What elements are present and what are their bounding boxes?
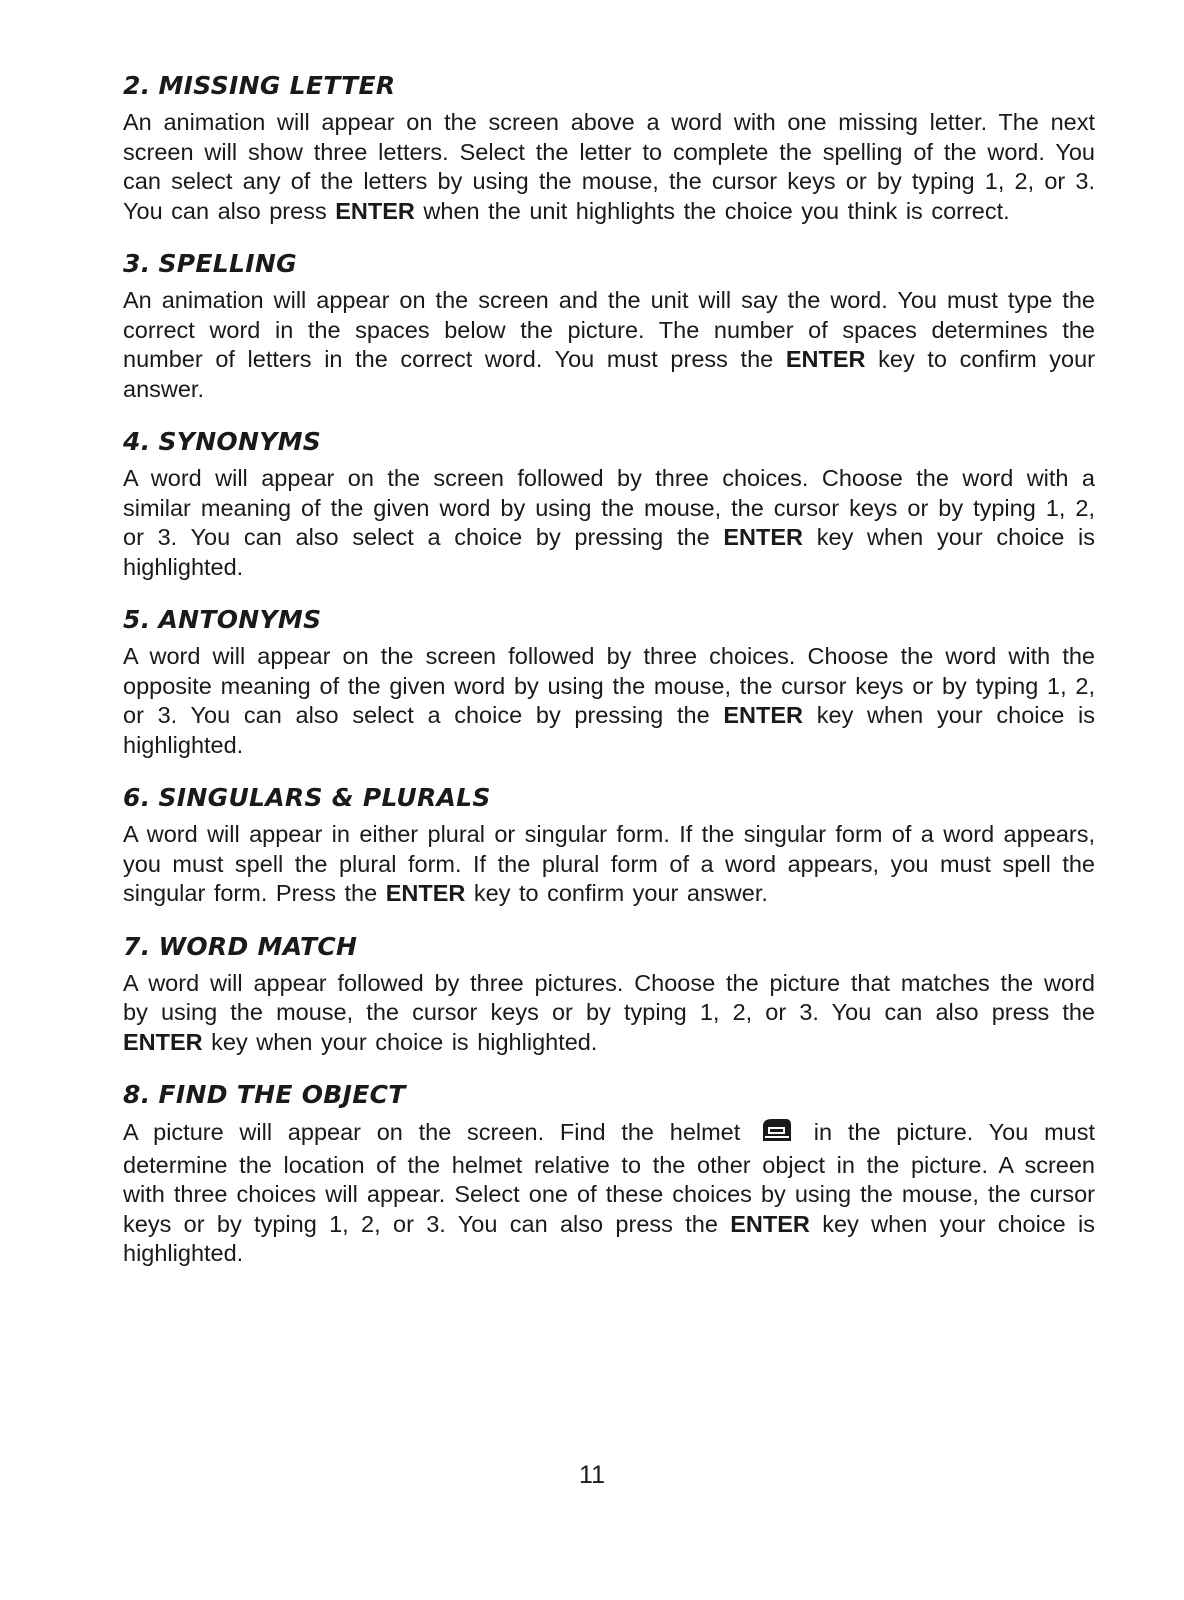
section-number: 7.	[123, 931, 151, 961]
enter-key-label: ENTER	[385, 880, 466, 906]
body-text: An animation will appear on the screen above a word with one missing letter. The next screen will show three letters. Select the letter to complete the spelling of the word. You can select any of the letters by using the mouse, the cursor keys or by typing 1, 2, or 3. You can also press	[123, 109, 1095, 224]
section-number: 6.	[123, 783, 151, 812]
body-text: in the picture. You must determine the location of the helmet relative to the other object in the picture. A screen with three choices will appear. Select one of these choices by using the mouse, the cursor keys or by typing 1, 2, or 3. You can also press the	[123, 1119, 1095, 1237]
section-antonyms	[123, 604, 1095, 760]
section-body	[123, 286, 1095, 404]
section-heading	[123, 426, 1095, 458]
section-missing-letter	[123, 70, 1095, 226]
section-heading	[123, 931, 1095, 963]
section-heading	[123, 782, 1095, 814]
section-word-match	[123, 931, 1095, 1058]
body-text: A word will appear followed by three pictures. Choose the picture that matches the word by using the mouse, the cursor keys or by typing 1, 2, or 3. You can also press the	[123, 969, 1095, 1025]
body-text: A word will appear on the screen followed by three choices. Choose the word with the opposite meaning of the given word by using the mouse, the cursor keys or by typing 1, 2, or 3. You can also select a choice by pressing the	[123, 643, 1095, 728]
section-body	[123, 969, 1095, 1058]
section-title: SYNONYMS	[158, 427, 322, 456]
section-body	[123, 108, 1095, 226]
section-singulars-plurals	[123, 782, 1095, 909]
section-number: 3.	[123, 249, 151, 278]
section-number: 2.	[123, 71, 151, 100]
section-heading	[123, 604, 1095, 636]
section-number: 8.	[123, 1080, 151, 1109]
page-number: 11	[579, 1461, 605, 1489]
body-text: key when your choice is highlighted.	[123, 524, 1096, 580]
body-text: key when your choice is highlighted.	[123, 1210, 1095, 1266]
section-heading	[123, 1079, 1095, 1111]
body-text: key to confirm your answer.	[465, 880, 768, 906]
section-body	[123, 1117, 1095, 1269]
section-title: MISSING LETTER	[158, 71, 396, 100]
section-synonyms	[123, 426, 1095, 582]
body-text: when the unit highlights the choice you think is correct.	[414, 197, 1010, 224]
enter-key-label: ENTER	[123, 1028, 203, 1055]
body-text: key when your choice is highlighted.	[202, 1028, 598, 1055]
body-text: An animation will appear on the screen and the unit will say the word. You must type the correct word in the spaces below the picture. The number of spaces determines the number of letters in the correct word. You must press the	[123, 287, 1095, 372]
enter-key-label: ENTER	[723, 524, 804, 550]
body-text: A word will appear on the screen followed by three choices. Choose the word with a similar meaning of the given word by using the mouse, the cursor keys or by typing 1, 2, or 3. You can also select a choice by pressing the	[123, 465, 1095, 550]
section-body	[123, 642, 1095, 760]
section-spelling	[123, 248, 1095, 404]
section-title: SPELLING	[158, 249, 297, 278]
section-body	[123, 820, 1095, 909]
body-text: key to confirm your answer.	[123, 346, 1096, 402]
enter-key-label: ENTER	[335, 197, 415, 224]
section-heading	[123, 248, 1095, 280]
section-number: 5.	[123, 605, 151, 634]
section-title: WORD MATCH	[158, 931, 358, 961]
section-number: 4.	[123, 427, 151, 456]
enter-key-label: ENTER	[785, 346, 866, 372]
enter-key-label: ENTER	[730, 1210, 810, 1237]
section-title: ANTONYMS	[158, 605, 322, 634]
body-text: A picture will appear on the screen. Find the helmet	[123, 1119, 757, 1145]
section-find-the-object	[123, 1079, 1095, 1269]
body-text: key when your choice is highlighted.	[123, 702, 1096, 758]
manual-page	[123, 70, 1095, 1291]
section-body	[123, 464, 1095, 582]
enter-key-label: ENTER	[723, 702, 804, 728]
helmet-icon	[760, 1117, 794, 1151]
section-heading	[123, 70, 1095, 102]
section-title: SINGULARS & PLURALS	[158, 783, 491, 812]
body-text: A word will appear in either plural or singular form. If the singular form of a word appears, you must spell the plural form. If the plural form of a word appears, you must spell the singular form. Press the	[123, 821, 1095, 906]
section-title: FIND THE OBJECT	[158, 1080, 406, 1109]
